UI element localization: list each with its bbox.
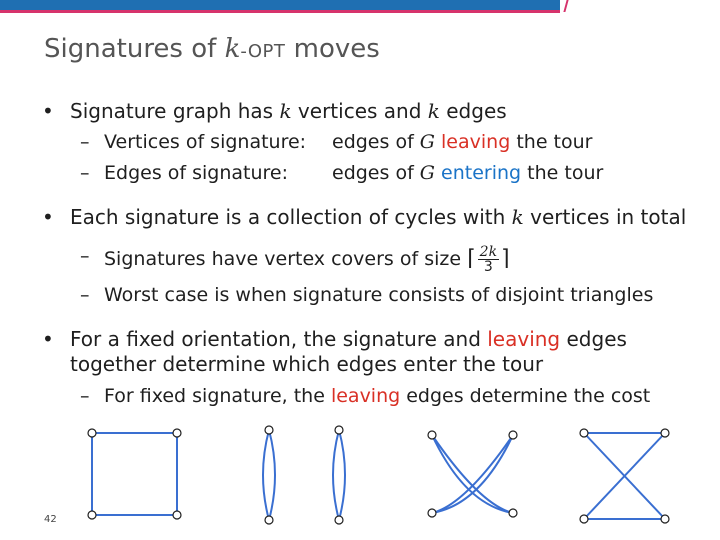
two-cycle-graph-1: [263, 430, 275, 520]
title-prefix: Signatures of: [44, 34, 225, 64]
sub1-post: the tour: [510, 131, 593, 153]
bullet-signature-graph: [42, 99, 507, 123]
square-cycle-graph: [92, 433, 177, 515]
sub3-text: Signatures have vertex covers of size: [104, 248, 468, 270]
bullet2-text-b: vertices in total: [523, 205, 687, 229]
sub5-highlight: leaving: [330, 385, 401, 407]
sub5-post: edges determine the cost: [400, 385, 651, 407]
bullet1-text-b: vertices and: [291, 99, 428, 123]
lens1-edge-right: [269, 430, 275, 520]
vertex: [265, 516, 273, 524]
two-cycle-graph-2: [333, 430, 345, 520]
top-accent-bar: [0, 0, 720, 14]
sub1-g: G: [419, 131, 435, 153]
bullet1-text-c: edges: [439, 99, 507, 123]
lens1-edge-left: [263, 430, 269, 520]
ceil-right: ⌉: [501, 246, 510, 271]
cross1-edge-d: [432, 435, 513, 513]
title-k-symbol: k: [224, 34, 241, 64]
lens2-edge-right: [339, 430, 345, 520]
bullet-fixed-orientation: [42, 327, 627, 351]
vertex: [265, 426, 273, 434]
bullet-signature-cycles: [42, 205, 687, 229]
bullet-fixed-orientation-line2: [70, 352, 543, 376]
fraction-numerator: 2k: [479, 244, 498, 260]
bullet3-line2: together determine which edges enter the tour: [70, 352, 544, 376]
sub-dash: –: [80, 284, 90, 306]
top-pink-stripe: [0, 10, 560, 13]
bullet1-k1: k: [279, 99, 292, 123]
bullet-dot: •: [42, 99, 54, 123]
sub-vertex-covers: [80, 244, 510, 275]
vertex: [173, 511, 181, 519]
bullet3-line1-b: edges: [560, 327, 627, 351]
bullet1-k2: k: [427, 99, 440, 123]
top-blue-stripe: [0, 0, 560, 10]
sub-dash: –: [80, 245, 90, 267]
bullet2-text-a: Each signature is a collection of cycles with: [70, 205, 512, 229]
vertex: [580, 515, 588, 523]
vertex: [173, 429, 181, 437]
lens2-edge-left: [333, 430, 339, 520]
vertex: [661, 515, 669, 523]
vertex: [580, 429, 588, 437]
sub-edges-of-signature: [80, 162, 289, 184]
sub2-label: Edges of signature:: [104, 162, 289, 184]
sub-vertices-of-signature: [80, 131, 307, 153]
ceil-left: ⌈: [467, 246, 476, 271]
sub-edges-definition: [332, 162, 603, 184]
sub5-pre: For fixed signature, the: [104, 385, 331, 407]
vertex: [428, 431, 436, 439]
vertex: [88, 429, 96, 437]
crossed-four-cycle-graph: [432, 435, 513, 513]
sub-dash: –: [80, 385, 90, 407]
sub4-text: Worst case is when signature consists of disjoint triangles: [104, 284, 654, 306]
sub1-highlight: leaving: [441, 131, 511, 153]
page-number: 42: [44, 514, 57, 525]
sub2-pre: edges of: [332, 162, 420, 184]
title-opt: -OPT: [240, 41, 286, 62]
bullet3-highlight: leaving: [487, 327, 561, 351]
sub1-label: Vertices of signature:: [104, 131, 307, 153]
sub2-highlight: entering: [441, 162, 522, 184]
sub-vertices-definition: [332, 131, 592, 153]
vertex: [509, 431, 517, 439]
sub2-g: G: [419, 162, 435, 184]
vertex: [428, 509, 436, 517]
sub2-post: the tour: [521, 162, 604, 184]
vertex: [88, 511, 96, 519]
fraction-denominator: 3: [483, 259, 493, 275]
bullet1-text-a: Signature graph has: [70, 99, 280, 123]
bullet2-k: k: [511, 205, 524, 229]
fraction-2k-over-3: [478, 245, 499, 274]
signature-graph-illustrations: [0, 420, 720, 540]
top-corner-mark: [563, 0, 568, 12]
cross1-edge-a: [432, 435, 513, 513]
cross1-edge-c: [432, 435, 513, 513]
vertex: [509, 509, 517, 517]
sub-dash: –: [80, 131, 90, 153]
title-suffix: moves: [285, 34, 380, 64]
bullet-dot: •: [42, 205, 54, 229]
vertex: [661, 429, 669, 437]
bullet-dot: •: [42, 327, 54, 351]
sub1-pre: edges of: [332, 131, 420, 153]
vertex: [335, 516, 343, 524]
sub-dash: –: [80, 162, 90, 184]
vertex: [335, 426, 343, 434]
cross1-edge-b: [432, 435, 513, 513]
sub-worst-case: [80, 284, 654, 306]
bullet3-line1-a: For a fixed orientation, the signature and: [70, 327, 488, 351]
slide-title: [44, 34, 380, 64]
bowtie-four-cycle-graph: [584, 433, 665, 519]
sub-fixed-signature: [80, 385, 651, 407]
